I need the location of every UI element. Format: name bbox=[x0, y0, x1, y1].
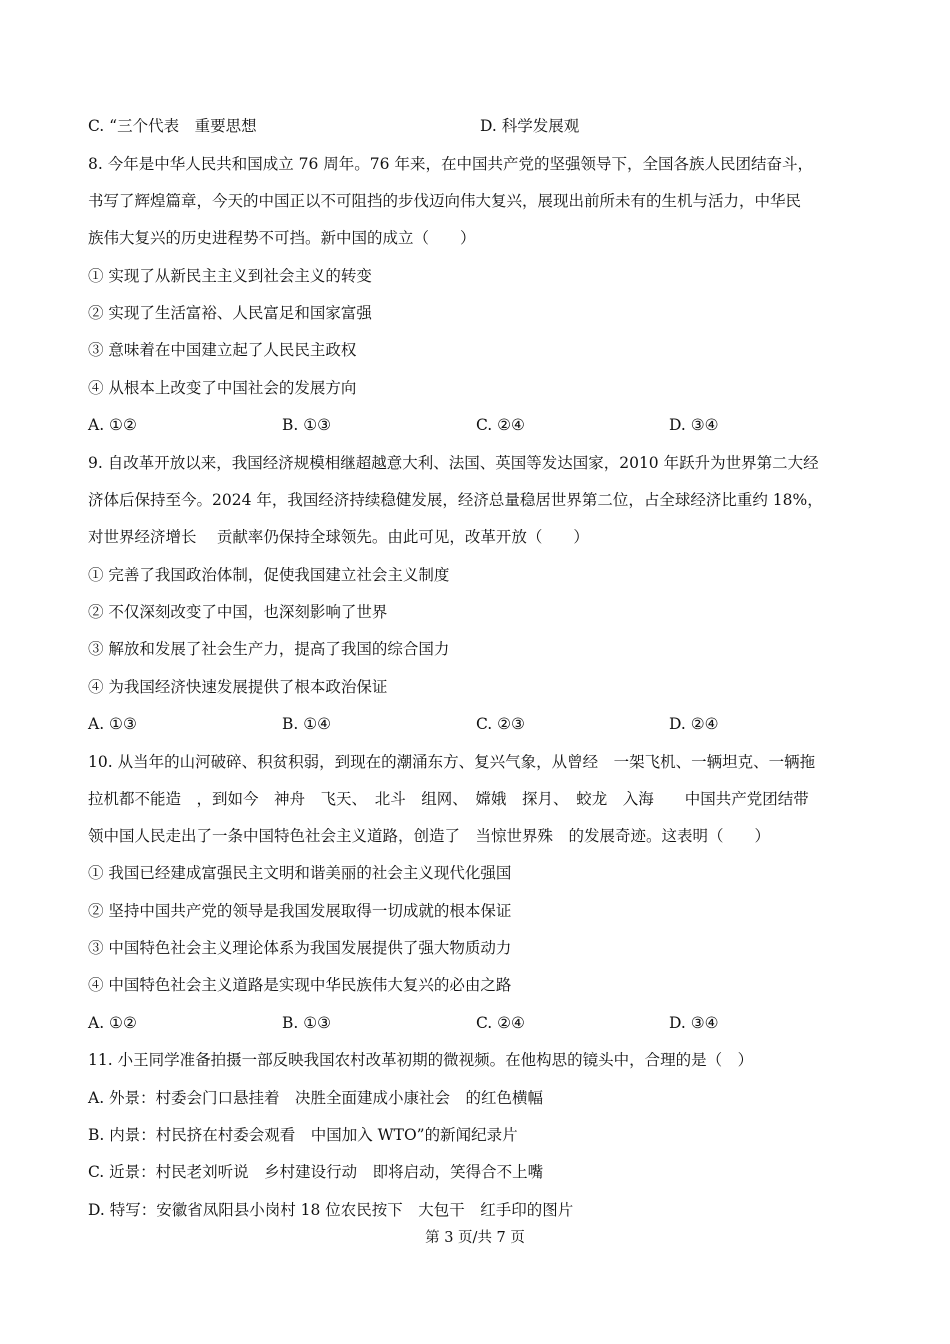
q9-stem-line-3: 对世界经济增长 贡献率仍保持全球领先。由此可见，改革开放（ ） bbox=[88, 528, 589, 546]
q10-option-a: A. ①② bbox=[88, 1014, 137, 1032]
q8-option-b: B. ①③ bbox=[282, 416, 332, 434]
q8-stem-line-1: 8. 今年是中华人民共和国成立 76 周年。76 年来，在中国共产党的坚强领导下，全国各族人民团结奋斗， bbox=[88, 155, 813, 173]
q10-option-d: D. ③④ bbox=[669, 1014, 719, 1032]
q9-statement-3: ③ 解放和发展了社会生产力，提高了我国的综合国力 bbox=[88, 640, 450, 658]
q8-statement-4: ④ 从根本上改变了中国社会的发展方向 bbox=[88, 379, 357, 397]
q11-option-b: B. 内景：村民挤在村委会观看 中国加入 WTO”的新闻纪录片 bbox=[88, 1126, 518, 1144]
q8-statement-3: ③ 意味着在中国建立起了人民民主政权 bbox=[88, 341, 357, 359]
q9-stem-line-2: 济体后保持至今。2024 年，我国经济持续稳健发展，经济总量稳居世界第二位，占全球经济比重约 18%， bbox=[88, 491, 823, 509]
page-number-footer: 第 3 页/共 7 页 bbox=[425, 1230, 525, 1246]
q7-options bbox=[88, 115, 888, 137]
q10-statement-1: ① 我国已经建成富强民主文明和谐美丽的社会主义现代化强国 bbox=[88, 864, 512, 882]
q9-option-c: C. ②③ bbox=[476, 715, 525, 733]
q8-stem-line-2: 书写了辉煌篇章，今天的中国正以不可阻挡的步伐迈向伟大复兴，展现出前所未有的生机与活力，中华民 bbox=[88, 192, 802, 210]
q10-stem-line-2: 拉机都不能造 ，到如今 神舟 飞天、 北斗 组网、 嫦娥 探月、 蛟龙 入海 中国共产党团结带 bbox=[88, 790, 809, 808]
q7-option-c: C. “三个代表 重要思想 bbox=[88, 117, 257, 135]
q9-stem-line-1: 9. 自改革开放以来，我国经济规模相继超越意大利、法国、英国等发达国家，2010 年跃升为世界第二大经 bbox=[88, 454, 819, 472]
q8-options bbox=[88, 414, 888, 436]
q9-statement-4: ④ 为我国经济快速发展提供了根本政治保证 bbox=[88, 678, 388, 696]
q10-statement-2: ② 坚持中国共产党的领导是我国发展取得一切成就的根本保证 bbox=[88, 902, 512, 920]
q10-stem-line-3: 领中国人民走出了一条中国特色社会主义道路，创造了 当惊世界殊 的发展奇迹。这表明（ ） bbox=[88, 827, 771, 845]
q9-options bbox=[88, 713, 888, 735]
q10-stem-line-1: 10. 从当年的山河破碎、积贫积弱，到现在的潮涌东方、复兴气象，从曾经 一架飞机、一辆坦克、一辆拖 bbox=[88, 753, 816, 771]
q9-option-a: A. ①③ bbox=[88, 715, 137, 733]
q8-statement-1: ① 实现了从新民主主义到社会主义的转变 bbox=[88, 267, 372, 285]
q11-stem-line-1: 11. 小王同学准备拍摄一部反映我国农村改革初期的微视频。在他构思的镜头中，合理的是（ ） bbox=[88, 1051, 754, 1069]
q10-option-c: C. ②④ bbox=[476, 1014, 525, 1032]
q8-stem-line-3: 族伟大复兴的历史进程势不可挡。新中国的成立（ ） bbox=[88, 229, 476, 247]
q7-option-d: D. 科学发展观 bbox=[480, 117, 580, 135]
q10-statement-3: ③ 中国特色社会主义理论体系为我国发展提供了强大物质动力 bbox=[88, 939, 512, 957]
q10-options bbox=[88, 1012, 888, 1034]
q8-option-a: A. ①② bbox=[88, 416, 137, 434]
q9-statement-1: ① 完善了我国政治体制，促使我国建立社会主义制度 bbox=[88, 566, 450, 584]
q8-option-c: C. ②④ bbox=[476, 416, 525, 434]
q9-statement-2: ② 不仅深刻改变了中国，也深刻影响了世界 bbox=[88, 603, 388, 621]
q8-statement-2: ② 实现了生活富裕、人民富足和国家富强 bbox=[88, 304, 372, 322]
q8-option-d: D. ③④ bbox=[669, 416, 719, 434]
q9-option-b: B. ①④ bbox=[282, 715, 332, 733]
q9-option-d: D. ②④ bbox=[669, 715, 719, 733]
q11-option-c: C. 近景：村民老刘听说 乡村建设行动 即将启动，笑得合不上嘴 bbox=[88, 1163, 544, 1181]
q10-option-b: B. ①③ bbox=[282, 1014, 332, 1032]
q10-statement-4: ④ 中国特色社会主义道路是实现中华民族伟大复兴的必由之路 bbox=[88, 976, 512, 994]
q11-option-d: D. 特写：安徽省凤阳县小岗村 18 位农民按下 大包干 红手印的图片 bbox=[88, 1201, 574, 1219]
q11-option-a: A. 外景：村委会门口悬挂着 决胜全面建成小康社会 的红色横幅 bbox=[88, 1089, 544, 1107]
